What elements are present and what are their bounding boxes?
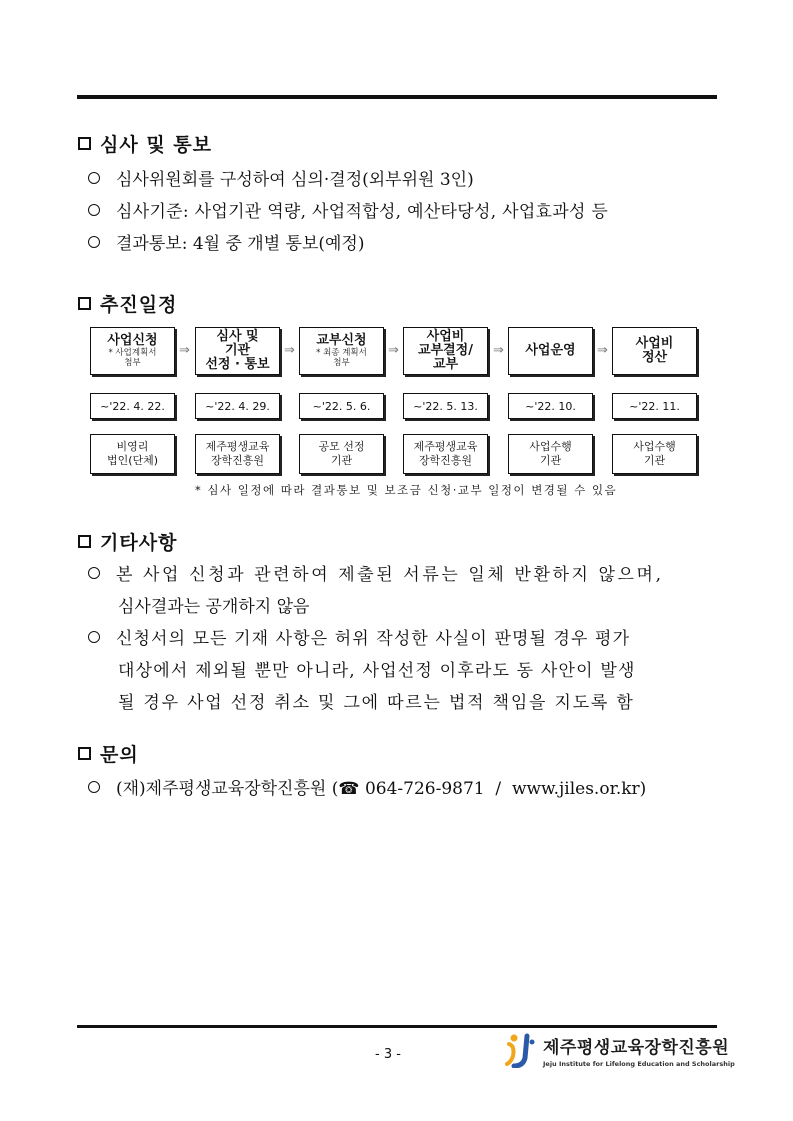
bottom-rule — [77, 1025, 717, 1028]
date-box: ~'22. 4. 22. — [90, 393, 175, 419]
stage-box-grant-decision: 사업비 교부결정/ 교부 — [403, 327, 488, 375]
section-title-contact: 문의 — [78, 740, 139, 767]
square-bullet-icon — [78, 535, 91, 548]
stage-box-settlement: 사업비 정산 — [612, 327, 697, 375]
date-box: ~'22. 5. 13. — [403, 393, 488, 419]
logo: 제주평생교육장학진흥원 Jeju Institute for Lifelong Education and Scholarship — [505, 1032, 735, 1068]
top-rule — [77, 95, 717, 99]
stage-box-review: 심사 및 기관 선정 · 통보 — [195, 327, 280, 375]
schedule-note: * 심사 일정에 따라 결과통보 및 보조금 신청·교부 일정이 변경될 수 있음 — [195, 483, 618, 497]
circle-bullet-icon — [88, 236, 100, 248]
circle-bullet-icon — [88, 781, 100, 793]
logo-mark-icon — [505, 1032, 537, 1068]
circle-bullet-icon — [88, 567, 100, 579]
arrow-icon: ⇒ — [388, 343, 399, 358]
org-box: 비영리 법인(단체) — [90, 434, 175, 474]
square-bullet-icon — [78, 747, 91, 760]
date-box: ~'22. 4. 29. — [195, 393, 280, 419]
stage-box-operation: 사업운영 — [508, 327, 593, 375]
date-box: ~'22. 10. — [508, 393, 593, 419]
list-item: 심사위원회를 구성하여 심의·결정(외부위원 3인) — [88, 165, 474, 190]
org-box: 제주평생교육 장학진흥원 — [195, 434, 280, 474]
stage-box-grant-apply: 교부신청 * 최종 계획서 첨부 — [299, 327, 384, 375]
list-item: 신청서의 모든 기재 사항은 허위 작성한 사실이 판명될 경우 평가 — [88, 624, 630, 649]
phone-icon: ☎ — [338, 779, 360, 799]
list-item-continuation: 대상에서 제외될 뿐만 아니라, 사업선정 이후라도 동 사안이 발생 — [118, 661, 636, 681]
square-bullet-icon — [78, 297, 91, 310]
arrow-icon: ⇒ — [179, 343, 190, 358]
list-item: 심사기준: 사업기관 역량, 사업적합성, 예산타당성, 사업효과성 등 — [88, 197, 608, 222]
org-box: 제주평생교육 장학진흥원 — [403, 434, 488, 474]
list-item-continuation: 될 경우 사업 선정 취소 및 그에 따르는 법적 책임을 지도록 함 — [118, 693, 635, 713]
org-box: 공모 선정 기관 — [299, 434, 384, 474]
org-box: 사업수행 기관 — [508, 434, 593, 474]
date-box: ~'22. 5. 6. — [299, 393, 384, 419]
list-item: 본 사업 신청과 관련하여 제출된 서류는 일체 반환하지 않으며, — [88, 560, 664, 585]
section-title-schedule: 추진일정 — [78, 290, 177, 317]
section-title-review: 심사 및 통보 — [78, 130, 212, 157]
arrow-icon: ⇒ — [493, 343, 504, 358]
section-title-misc: 기타사항 — [78, 528, 177, 555]
contact-line: (재)제주평생교육장학진흥원 ( ☎ 064-726-9871 / www.jiles.or.kr) — [88, 774, 646, 799]
page-number: - 3 - — [375, 1047, 401, 1062]
org-box: 사업수행 기관 — [612, 434, 697, 474]
date-box: ~'22. 11. — [612, 393, 697, 419]
list-item: 결과통보: 4월 중 개별 통보(예정) — [88, 229, 365, 254]
stage-box-apply: 사업신청 * 사업계획서 첨부 — [90, 327, 175, 375]
arrow-icon: ⇒ — [284, 343, 295, 358]
list-item-continuation: 심사결과는 공개하지 않음 — [118, 597, 310, 617]
circle-bullet-icon — [88, 172, 100, 184]
circle-bullet-icon — [88, 631, 100, 643]
circle-bullet-icon — [88, 204, 100, 216]
square-bullet-icon — [78, 137, 91, 150]
arrow-icon: ⇒ — [597, 343, 608, 358]
